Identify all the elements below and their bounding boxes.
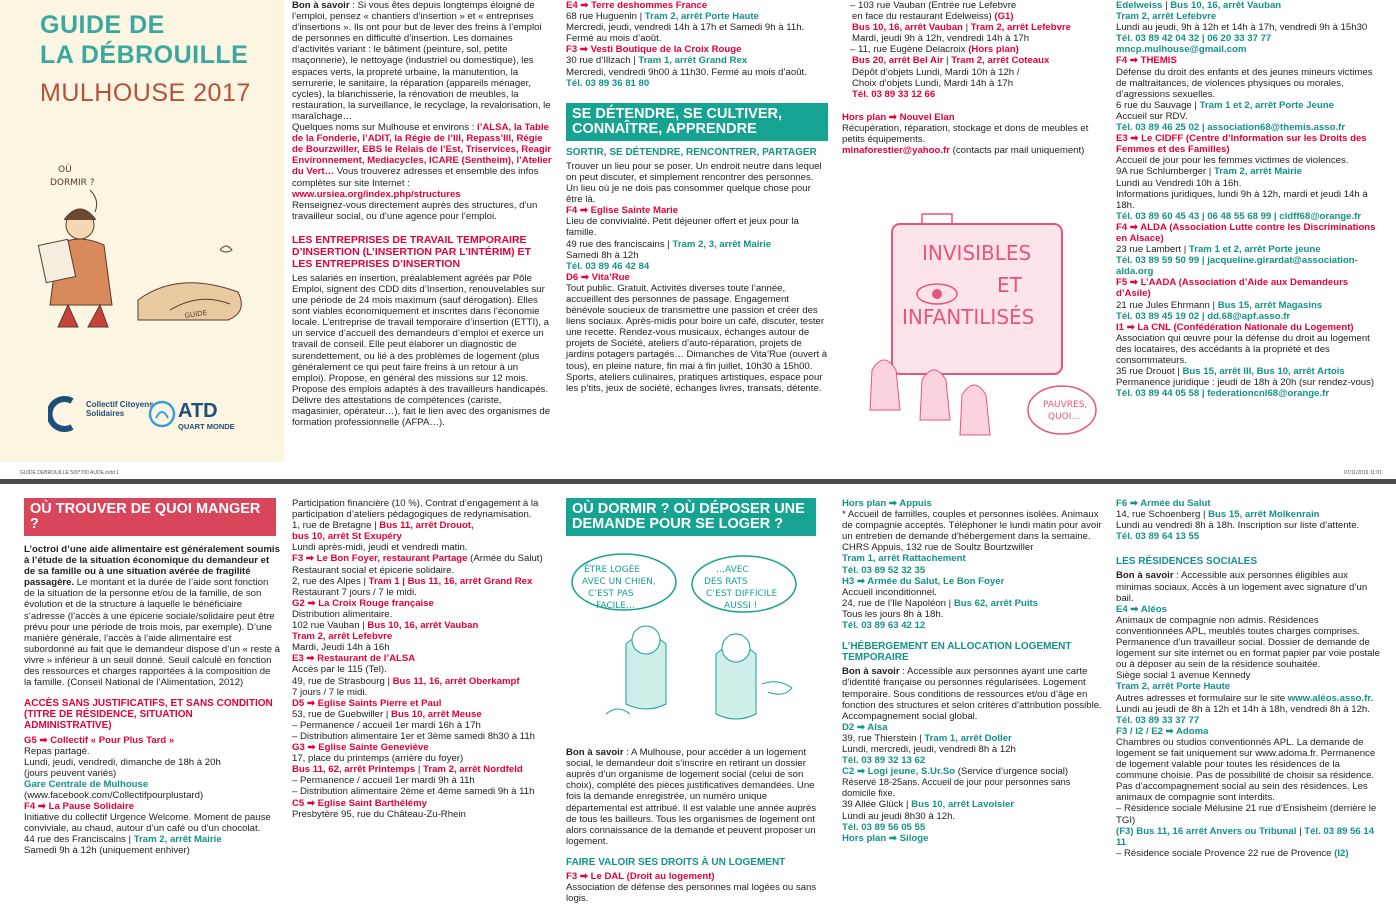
aleos-website-link[interactable]: www.aléos.asso.fr. (1287, 692, 1374, 704)
section-dormir-heading: OÙ DORMIR ? OÙ DÉPOSER UNE DEMANDE POUR SE LOGER ? (566, 498, 816, 536)
comic-bubble-2-line3: C’EST DIFFICILE (706, 589, 778, 599)
comic-bubble-1-line1: ÊTRE LOGÉE (584, 565, 641, 575)
entry-e4-hours: Mercredi, jeudi, vendredi 14h à 17h et Samedi 9h à 11h. Fermé au mois d’août. (566, 22, 805, 45)
dormir-info: Bon à savoir : A Mulhouse, pour accéder à un logement social, le demandeur doit s’inscrire en retirant un dossier auprès d’un organisme de logement social (celui de son choix), complété des pièces justificatives demandées. Une fois la demande enregistrée, un numéro unique départemental est attribué. Il est valable une année auprès de tous les bailleurs. Tous les organismes de logement ont alors connaissance de la demande et peuvent proposer un logement. (566, 747, 817, 847)
alt-info: Bon à savoir : Accessible aux personnes ayant une carte d’identité française ou personnes régularisées. Logement temporaire. Sous conditions de ressources et/ou d’âge en fonction des structures et selon critères d’attribution possible. Accompagnement social global. (842, 666, 1102, 722)
entry-adoma-header: F3 / I2 / E2 ➡ Adoma (1116, 725, 1209, 737)
entry-aleos-header: E4 ➡ Aléos (1116, 603, 1167, 615)
entry-f3-header: F3 ➡ Vesti Boutique de la Croix Rouge (566, 44, 742, 56)
bottom-page (0, 498, 1396, 919)
collectif-logo-text: Collectif Citoyens Solidaires (86, 400, 154, 418)
droits-logement-subheading: FAIRE VALOIR SES DROITS À UN LOGEMENT (566, 856, 786, 868)
residences-sociales-subheading: LES RÉSIDENCES SOCIALES (1116, 556, 1258, 568)
entry-cnl-header: I1 ➡ La CNL (Confédération Nationale du Logement) (1116, 321, 1354, 333)
cover-title-line1: GUIDE DE (40, 11, 165, 39)
cover-title-line2: LA DÉBROUILLE (40, 41, 249, 69)
entry-alsa-restaurant-header: E3 ➡ Restaurant de l’ALSA (292, 653, 416, 665)
cover-panel (0, 0, 284, 462)
entry-saints-pierre-paul-header: D5 ➡ Eglise Saints Pierre et Paul (292, 697, 442, 709)
mncp-email[interactable]: mncp.mulhouse@gmail.com (1116, 44, 1247, 56)
sans-justificatifs-subheading: ACCÈS SANS JUSTIFICATIFS, ET SANS CONDITION (TITRE DE RÉSIDENCE, SITUATION ADMINISTRATIVE) (24, 698, 273, 732)
cover-title (40, 10, 248, 70)
entry-logi-jeune-header: C2 ➡ Logi jeune, S.Ur.So (Service d’urgence social) (842, 766, 1069, 778)
etti-description: Les salariés en insertion, préalablement agréés par Pôle Emploi, signent des CDD dits d’Insertion, renouvelables sur une période de 24 mois maximum (sauf dérogation). Elles sont viables économiquement et inscrites dans l’économie locale. L’entreprise de travail temporaire d’insertion (ETTI), a un service d’accueil des demandeurs d’emploi et exerce un travail de conseil. Elle peut élaborer un diagnostic de surendettement, ou lié à des problèmes de logement (plus généralement ce qui peut faire freins à un retour à un emploi). Propose, en général des missions sur 12 mois. Propose des emplois adaptés à des travailleurs handicapés. Délivre des attestations de compétences (cariste, magasinier, opérateur…), fait le lien avec des organismes de formation professionnelle (AFPA…). (292, 272, 551, 429)
entry-f3-phone: Tél. 03 89 36 81 80 (566, 77, 650, 89)
col-3-bottom: OÙ DORMIR ? OÙ DÉPOSER UNE DEMANDE POUR SE LOGER ? ÊTRE LOGÉE AVEC UN CHIEN, C’EST PAS FACILE… …AVEC DES RATS C’EST DIFFICILE AUSSI ! Bon à savoir : A Mulhouse, pour accéder à un logement social, le demandeur doit s’inscrire en retirant un dossier auprès d’un organisme de logement social (celui de son choix), complété des pièces justificatives demandées. Une fois la demande enregistrée, un numéro unique départemental est attribué. Il est valable une année auprès de tous les bailleurs. Tous les organismes de logement ont alors connaissance de la demande et peuvent proposer un logement. FAIRE VALOIR SES DROITS À UN LOGEMENT F3 ➡ Le DAL (Droit au logement) Association de défense des personnes mal logées ou sans logis. (566, 498, 828, 919)
entry-appuis-header: Hors plan ➡ Appuis (842, 498, 932, 509)
entry-d6-header: D6 ➡ Vita’Rue (566, 271, 630, 283)
col-5-bottom: F6 ➡ Armée du Salut 14, rue Schoenberg | Bus 15, arrêt Molkenrain Lundi au vendredi 8h à 18h. Inscription sur liste d’attente. Tél. 03 89 64 13 55 LES RÉSIDENCES SOCIALES Bon à savoir : Accessible aux personnes éligibles aux minimas sociaux. Accès à un logement avec signature d’un bail. E4 ➡ Aléos Animaux de compagnie non admis. Résidences conventionnées APL, meublés toutes charges comprises. Permanence d’un travailleur social. Dossier de demande de logement sur site internet ou en format papier par voie postale ou à déposer au sein de la résidence souhaitée. Siège social 1 avenue Kennedy Tram 2, arrêt Porte Haute Autres adresses et formulaire sur le site www.aléos.asso.fr. Lundi au jeudi de 8h à 12h et 14h à 18h, vendredi 8h à 12h. Tél. 03 89 33 37 77 F3 / I2 / E2 ➡ Adoma Chambres ou studios conventionnés APL. La demande de logement se fait uniquement sur www.adoma.fr. Permanence de logement valable pour toutes les résidences de la commune choisie. Pas de possibilité de choisir sa résidence. Pas d’accompagnement social au sein des résidences. Les animaux de compagnie sont interdits. – Résidence sociale Mélusine 21 rue d’Ensisheim (derrière le TGI) (F3) Bus 11, 16 arrêt Anvers ou Tribunal | Tél. 03 89 56 14 11 – Résidence sociale Provence 22 rue de Provence (I2) (1116, 498, 1382, 919)
ursiea-link[interactable]: www.ursiea.org/index.php/structures (292, 188, 461, 200)
section-manger-heading: OÙ TROUVER DE QUOI MANGER ? (24, 498, 276, 536)
comic-bubble-1-line4: FACILE… (596, 601, 635, 611)
invisibles-illustration (862, 210, 1102, 450)
print-slug-filename: GUIDE DEBROUILLE 500*700 AUDE.indd 1 (20, 470, 119, 476)
entry-siloge-header: Hors plan ➡ Siloge (842, 832, 929, 844)
cover-subtitle-year: MULHOUSE 2017 (40, 79, 251, 107)
sketch-caption-2: DORMIR ? (50, 178, 95, 188)
entry-g5-header: G5 ➡ Collectif « Pour Plus Tard » (24, 734, 175, 746)
sortir-subheading: SORTIR, SE DÉTENDRE, RENCONTRER, PARTAGER (566, 146, 817, 158)
page-divider (0, 479, 1396, 484)
atd-logo-subtext: QUART MONDE (178, 422, 235, 431)
insertion-names: Quelques noms sur Mulhouse et environs : l’ALSA, la Table de la Fonderie, l’ADIT, la Régie de l’Ill, Repass’Ill, Régie de Bourzwiller, EBS le Relais de l’Est, Triservices, Reagir Environnement, Mediacycles, ICARE (Sentheim), l’Atelier du Vert… Vous trouverez adresses et ensemble des infos complètes sur site Internet : www.ursiea.org/index.php/structures (292, 122, 552, 200)
entry-e4-header: E4 ➡ Terre deshommes France (566, 0, 708, 11)
entry-armee-salut-header: F6 ➡ Armée du Salut (1116, 498, 1211, 509)
entry-f4-phone: Tél. 03 89 46 42 84 (566, 260, 650, 272)
atd-logo-icon (148, 400, 176, 428)
entry-saint-barthelemy-header: C5 ➡ Eglise Saint Barthélémy (292, 797, 427, 809)
print-slug-date: 07/11/2016 11:01 (1343, 470, 1382, 476)
section-detendre-heading: SE DÉTENDRE, SE CULTIVER, CONNAÎTRE, APPRENDRE (566, 103, 828, 141)
bubble-text-2: QUOI… (1048, 412, 1081, 422)
collectif-logo-icon (48, 395, 80, 433)
etti-subheading: LES ENTREPRISES DE TRAVAIL TEMPORAIRE D’INSERTION (L’INSERTION PAR L’INTÉRIM) ET LES ENTREPRISES D’INSERTION (292, 233, 531, 270)
entry-alsa-header: D2 ➡ Alsa (842, 721, 888, 733)
insertion-advice: Renseignez-vous directement auprès des structures, d’un travailleur social, ou d’une agence pour l’emploi. (292, 199, 538, 222)
entry-aada-header: F5 ➡ L’AADA (Association d’Aide aux Demandeurs d’Asile) (1116, 277, 1349, 300)
entry-armee-salut-bon-foyer-header: H3 ➡ Armée du Salut, Le Bon Foyer (842, 575, 1005, 587)
comic-bubble-1-line3: C’EST PAS (588, 589, 634, 599)
atd-logo-text: ATD (178, 400, 218, 422)
col-4-top: – 103 rue Vauban (Entrée rue Lefebvre en face du restaurant Edelweiss) (G1) Bus 10, 16, arrêt Vauban | Tram 2, arrêt Lefebvre Mardi, jeudi 9h à 12h, vendredi 14h à 17h – 11, rue Eugène Delacroix (Hors plan) Bus 20, arrêt Bel Air | Tram 2, arrêt Coteaux Dépôt d’objets Lundi, Mardi 10h à 12h / Choix d’objets Lundi, Mardi 14h à 17h Tél. 03 89 33 12 66 Hors plan ➡ Nouvel Elan Récupération, réparation, stockage et dons de meubles et petits équipements. minaforestier@yahoo.fr (contacts par mail uniquement) INVISIBLES ET INFANTILISÉS PAUVRES, QUOI… (842, 0, 1104, 462)
col-3-top: E4 ➡ Terre deshommes France 68 rue Huguenin | Tram 2, arrêt Porte Haute Mercredi, jeudi, vendredi 14h à 17h et Samedi 9h à 11h. Fermé au mois d’août. F3 ➡ Vesti Boutique de la Croix Rouge 30 rue d’Illzach | Tram 1, arrêt Grand Rex Mercredi, vendredi 9h00 à 11h30. Fermé au mois d’août. Tél. 03 89 36 81 80 SE DÉTENDRE, SE CULTIVER, CONNAÎTRE, APPRENDRE SORTIR, SE DÉTENDRE, RENCONTRER, PARTAGER Trouver un lieu pour se poser. Un endroit neutre dans lequel on peut discuter, et simplement rencontrer des personnes. Un lieu où je ne dois pas consommer quelque chose pour être là. F4 ➡ Eglise Sainte Marie Lieu de convivialité. Petit déjeuner offert et jeux pour la famille. 49 rue des franciscains | Tram 2, 3, arrêt Mairie Samedi 8h à 12h Tél. 03 89 46 42 84 D6 ➡ Vita’Rue Tout public. Gratuit. Activités diverses toute l’année, accueillent des personnes de passage. Engagement bénévole soucieux de transmettre une passion et créer des liens sociaux. Après-midis pour boire un café, discuter, tester une recette. Rendez-vous musicaux, échanges autour de projets de Société, ateliers d’auto-réparation, projets de jardins potagers partagés… Dimanches de Vita’Rue (ouvert à tous), en pleine nature, fin mai à fin juillet, 10h30 à 15h00. Sports, ateliers culinaires, pratiques artistiques, espace pour les p’tits, jeux de société, échanges livres, transats, détente. (566, 0, 828, 394)
entry-croix-rouge-header: G2 ➡ La Croix Rouge française (292, 597, 434, 609)
entry-nouvel-elan-header: Hors plan ➡ Nouvel Elan (842, 111, 955, 123)
comic-bubble-2-line1: …AVEC (716, 565, 749, 575)
nouvel-elan-email-link[interactable]: minaforestier@yahoo.fr (842, 145, 950, 157)
sortir-intro: Trouver un lieu pour se poser. Un endroit neutre dans lequel on peut discuter, et simplement rencontrer des personnes. Un lieu où je ne dois pas consommer quelque chose pour être là. (566, 160, 822, 206)
entry-d6-description: Tout public. Gratuit. Activités diverses toute l’année, accueillent des personnes de passage. Engagement bénévole soucieux de transmettre une passion et créer des liens sociaux. Après-midis pour boire un café, discuter, tester une recette. Rendez-vous musicaux, échanges autour de projets de Société, ateliers d’auto-réparation, projets de jardins potagers partagés… Dimanches de Vita’Rue (ouvert à tous), en pleine nature, fin mai à fin juillet, 10h30 à 15h00. Sports, ateliers culinaires, pratiques artistiques, espace pour les p’tits, jeux de société, échanges livres, transats, détente. (566, 282, 828, 394)
entry-pause-solidaire-header: F4 ➡ La Pause Solidaire (24, 801, 134, 813)
dormir-comic-illustration (566, 544, 828, 744)
col-2-bottom: Participation financière (10 %). Contrat d’engagement à la participation d’ateliers pédagogiques de redynamisation. 1, rue de Bretagne | Bus 11, arrêt Drouot, bus 10, arrêt St Exupéry Lundi après-midi, jeudi et vendredi matin. F3 ➡ Le Bon Foyer, restaurant Partage (Armée du Salut) Restaurant social et épicerie solidaire. 2, rue des Alpes | Tram 1 | Bus 11, 16, arrêt Grand Rex Restaurant 7 jours / 7 le midi. G2 ➡ La Croix Rouge française Distribution alimentaire. 102 rue Vauban | Bus 10, 16, arrêt Vauban Tram 2, arrêt Lefebvre Mardi, Jeudi 14h à 16h E3 ➡ Restaurant de l’ALSA Accès par le 115 (Tel). 49, rue de Strasbourg | Bus 11, 16, arrêt Oberkampf 7 jours / 7 le midi. D5 ➡ Eglise Saints Pierre et Paul 53, rue de Guebwiller | Bus 10, arrêt Meuse – Permanence / accueil 1er mardi 16h à 17h – Distribution alimentaire 1er et 3ème samedi 8h30 à 11h G3 ➡ Eglise Sainte Geneviève 17, place du printemps (arrière du foyer) Bus 11, 62, arrêt Printemps | Tram 2, arrêt Nordfeld – Permanence / accueil 1er mardi 9h à 11h – Distribution alimentaire 2ème et 4ème samedi 9h à 11h C5 ➡ Eglise Saint Barthélémy Presbytère 95, rue du Château-Zu-Rhein (292, 498, 552, 919)
entry-alda-header: F4 ➡ ALDA (Association Lutte contre les Discriminations en Alsace) (1116, 221, 1376, 244)
entry-bon-foyer-header: F3 ➡ Le Bon Foyer, restaurant Partage (Armée du Salut) (292, 553, 543, 565)
residences-info: Bon à savoir : Accessible aux personnes éligibles aux minimas sociaux. Accès à un logement avec signature d’un bail. (1116, 570, 1368, 604)
sketch-caption: OÙ (58, 165, 72, 175)
cover-sketch-illustration (20, 150, 260, 340)
col-1-bottom: OÙ TROUVER DE QUOI MANGER ? L’octroi d’une aide alimentaire est généralement soumis à l’étude de la situation économique du demandeur et de sa famille ou à une situation avérée de fragilité passagère. Le montant et la durée de l’aide sont fonction de la situation de la personne et/ou de la famille, de son évolution et de la structure à laquelle le bénéficiaire s’adresse (l’accès à une épicerie sociale/solidaire peut être prévu pour une période de trois mois, par exemple). D’une manière générale, l’accès à l’aide alimentaire est subordonné au fait que le demandeur dispose d’un « reste à vivre » inférieur à un seuil donné. Seuil calculé en fonction des ressources et charges rapportées à la composition de la famille. (Conseil National de l’Alimentation, 2012) ACCÈS SANS JUSTIFICATIFS, ET SANS CONDITION (TITRE DE RÉSIDENCE, SITUATION ADMINISTRATIVE) G5 ➡ Collectif « Pour Plus Tard » Repas partagé. Lundi, jeudi, vendredi, dimanche de 18h à 20h (jours peuvent variés) Gare Centrale de Mulhouse (www.facebook.com/Collectifpourplustard) F4 ➡ La Pause Solidaire Initiative du collectif Urgence Welcome. Moment de pause conviviale, au chaud, autour d’un café ou d’un chocolat. 44 rue des Franciscains | Tram 2, arrêt Mairie Samedi 9h à 12h (uniquement enhiver) (24, 498, 280, 919)
entry-f4-header: F4 ➡ Eglise Sainte Marie (566, 205, 679, 217)
insertion-intro: Bon à savoir : Si vous êtes depuis longtemps éloigné de l’emploi, pensez « chantiers d’insertion » et « entreprises d’insertions ». Ils ont pour but de lever des freins à l’emploi de personnes en difficulté d’insertion. Les domaines d’activités variant : le bâtiment (peinture, sol, petite maçonnerie), le nettoyage (industriel ou domestique), les espaces verts, la propreté urbaine, la manutention, la serrurerie, le sanitaire, la réparation (appareils ménager, cycles), la blanchisserie, la rénovation de meubles, la restauration, la surveillance, le recyclage, la revalorisation, le maraîchage… (292, 0, 551, 122)
alt-subheading: L’HÉBERGEMENT EN ALLOCATION LOGEMENT TEMPORAIRE (842, 641, 1072, 664)
entry-sainte-genevieve-header: G3 ➡ Eglise Sainte Geneviève (292, 742, 429, 754)
col-4-bottom: Hors plan ➡ Appuis * Accueil de familles, couples et personnes isolées. Animaux de compagnie acceptés. Téléphoner le lundi matin pour avoir un entretien de demande d’hébergement dans la semaine. CHRS Appuis, 132 rue de Soultz Bourtzwiller Tram 1, arrêt Rattachement Tél. 03 89 52 32 35 H3 ➡ Armée du Salut, Le Bon Foyer Accueil inconditionnel. 24, rue de l’Ile Napoléon | Bus 62, arrêt Puits Tous les jours 8h à 18h. Tél. 03 89 63 42 12 L’HÉBERGEMENT EN ALLOCATION LOGEMENT TEMPORAIRE Bon à savoir : Accessible aux personnes ayant une carte d’identité française ou personnes régularisées. Logement temporaire. Sous conditions de ressources et/ou d’âge en fonction des structures et selon critères d’attribution possible. Accompagnement social global. D2 ➡ Alsa 39, rue Thierstein | Tram 1, arrêt Doller Lundi, mercredi, jeudi, vendredi 8h à 12h Tél. 03 89 32 13 62 C2 ➡ Logi jeune, S.Ur.So (Service d’urgence social) Réservé 18-25ans. Accueil de jour pour personnes sans domicile fixe. 39 Allée Glück | Bus 10, arrêt Lavoisier Lundi au jeudi 8h30 à 12h. Tél. 03 89 56 05 55 Hors plan ➡ Siloge (842, 498, 1104, 919)
col-5-top: Edelweiss | Bus 10, 16, arrêt Vauban Tram 2, arrêt Lefebvre Lundi au jeudi, 9h à 12h et 14h à 17h, vendredi 9h à 15h30 Tél. 03 89 42 04 32 | 06 20 33 37 77 mncp.mulhouse@gmail.com F4 ➡ THEMIS Défense du droit des enfants et des jeunes mineurs victimes de maltraitances, de violences physiques ou morales, d’agressions sexuelles. 6 rue du Sauvage | Tram 1 et 2, arrêt Porte Jeune Accueil sur RDV. Tél. 03 89 46 25 02 | association68@themis.asso.fr E3 ➡ Le CIDFF (Centre d’Information sur les Droits des Femmes et des Familles) Accueil de jour pour les femmes victimes de violences. 9A rue Schlumberger | Tram 2, arrêt Mairie Lundi au Vendredi 10h à 16h. Informations juridiques, lundi 9h à 12h, mardi et jeudi 14h à 18h. Tél. 03 89 60 45 43 | 06 48 55 68 99 | cidff68@orange.fr F4 ➡ ALDA (Association Lutte contre les Discriminations en Alsace) 23 rue Lambert | Tram 1 et 2, arrêt Porte jeune Tél. 03 89 59 50 99 | jacqueline.girardat@association-alda.org F5 ➡ L’AADA (Association d’Aide aux Demandeurs d’Asile) 21 rue Jules Ehrmann | Bus 15, arrêt Magasins Tél. 03 89 45 19 02 | dd.68@apf.asso.fr I1 ➡ La CNL (Confédération Nationale du Logement) Association qui œuvre pour la défense du droit au logement des locataires, des accédants à la propriété et des consommateurs. 35 rue Drouot | Bus 15, arrêt III, Bus 10, arrêt Artois Permanence juridique : jeudi de 18h à 20h (sur rendez-vous) Tél. 03 89 44 05 58 | federationcnl68@orange.fr (1116, 0, 1382, 462)
comic-bubble-2-line2: DES RATS (704, 577, 748, 587)
sign-text-line3: INFANTILISÉS (902, 305, 1035, 329)
sketch-paper-label: GUIDE (184, 308, 208, 320)
sign-text-line2: ET (997, 273, 1022, 297)
col-2-top (292, 0, 552, 462)
comic-bubble-2-line4: AUSSI ! (724, 601, 758, 611)
comic-bubble-1-line2: AVEC UN CHIEN, (582, 577, 656, 587)
entry-themis-header: F4 ➡ THEMIS (1116, 55, 1177, 67)
manger-intro: L’octroi d’une aide alimentaire est généralement soumis à l’étude de la situation économique du demandeur et de sa famille ou à une situation avérée de fragilité passagère. Le montant et la durée de l’aide sont fonction de la situation de la personne et/ou de la famille, de son évolution et de la structure à laquelle le bénéficiaire s’adresse (l’accès à une épicerie sociale/solidaire peut être prévu pour une période de trois mois, par exemple). D’une manière générale, l’accès à l’aide alimentaire est subordonné au fait que le demandeur dispose d’un « reste à vivre » inférieur à un seuil donné. Seuil calculé en fonction des ressources et charges rapportées à la composition de la famille. (Conseil National de l’Alimentation, 2012) (24, 544, 280, 689)
sign-text-line1: INVISIBLES (922, 241, 1032, 265)
entry-cidff-header: E3 ➡ Le CIDFF (Centre d’Information sur les Droits des Femmes et des Familles) (1116, 133, 1367, 156)
g5-facebook-link[interactable]: (www.facebook.com/Collectifpourplustard) (24, 789, 204, 801)
entry-dal-header: F3 ➡ Le DAL (Droit au logement) (566, 871, 715, 883)
bubble-text-1: PAUVRES, (1043, 400, 1088, 410)
